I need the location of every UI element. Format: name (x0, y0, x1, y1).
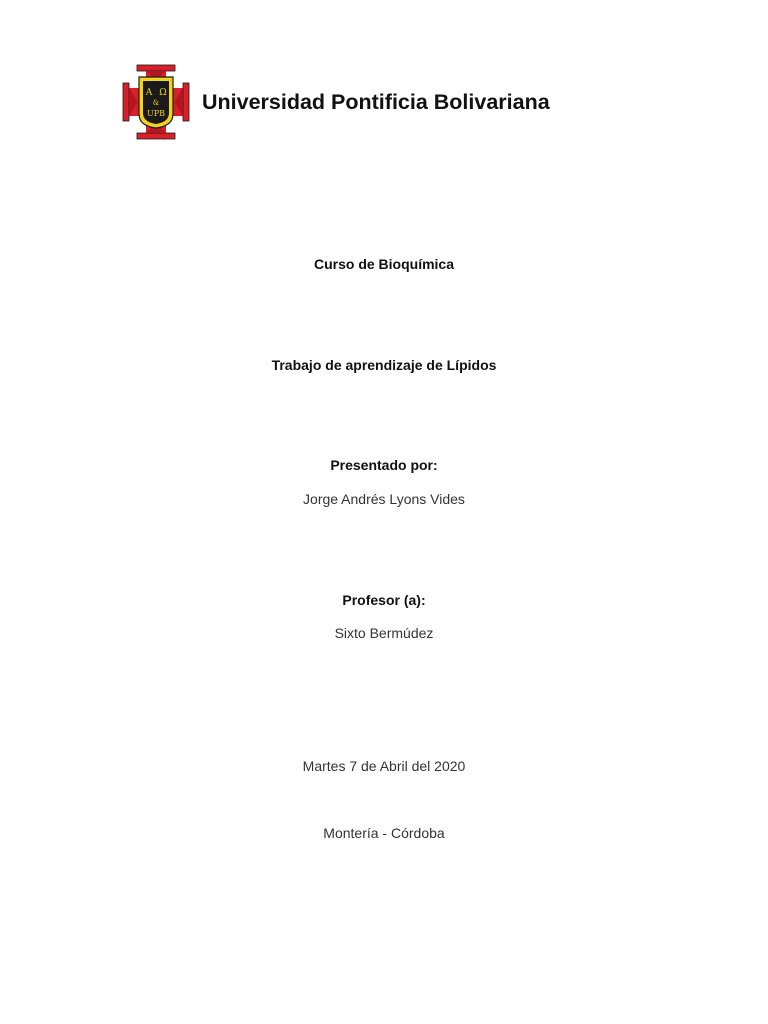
professor-label: Profesor (a): (342, 592, 426, 608)
student-name: Jorge Andrés Lyons Vides (303, 491, 465, 507)
university-name: Universidad Pontificia Bolivariana (202, 89, 550, 114)
date-text: Martes 7 de Abril del 2020 (302, 758, 466, 774)
professor-name: Sixto Bermúdez (334, 625, 434, 641)
presented-by-label: Presentado por: (330, 457, 438, 473)
svg-text:Ω: Ω (159, 88, 167, 98)
svg-text:A: A (145, 88, 153, 98)
university-seal-logo (122, 64, 190, 140)
course-title: Curso de Bioquímica (313, 256, 455, 272)
document-header (122, 64, 550, 140)
location-text: Montería - Córdoba (323, 825, 445, 841)
svg-text:UPB: UPB (146, 109, 166, 118)
svg-text:&: & (152, 99, 160, 107)
work-title: Trabajo de aprendizaje de Lípidos (271, 357, 497, 373)
